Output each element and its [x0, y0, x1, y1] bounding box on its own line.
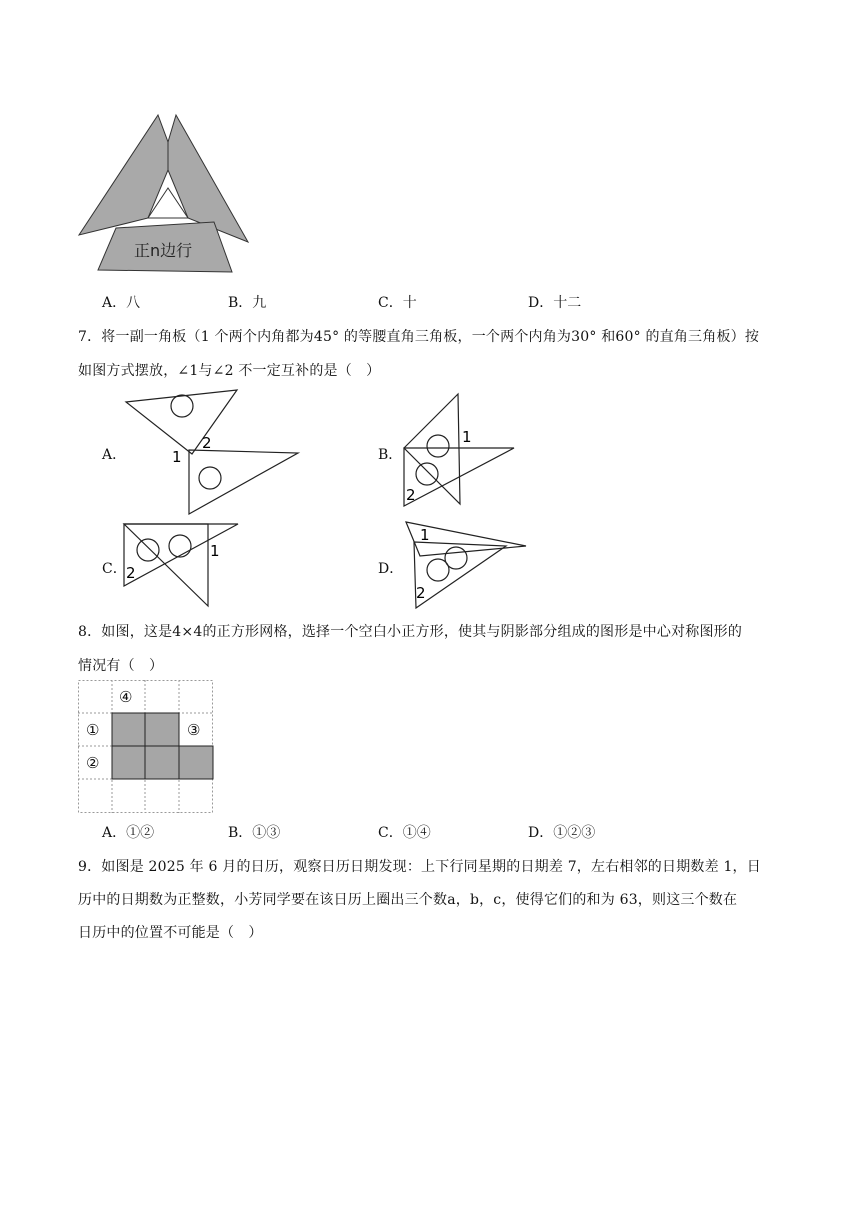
q8-option-d — [528, 822, 595, 842]
q6-option-c — [378, 292, 417, 312]
q8-option-a — [102, 822, 154, 842]
shaded-cell — [179, 746, 213, 779]
q9-stem-line1: 9．如图是 2025 年 6 月的日历，观察日历日期发现：上下行同星期的日期差 7，左右相邻的日期数差 1，日 — [78, 859, 761, 875]
q6-figure — [76, 110, 256, 276]
option-text: 十 — [402, 295, 417, 311]
angle-label-1: 1 — [462, 428, 472, 446]
q7-option-b-letter: B． — [378, 447, 403, 463]
q8-stem-line1: 8．如图，这是4×4的正方形网格，选择一个空白小正方形，使其与阴影部分组成的图形是中心对称图形的 — [78, 624, 743, 640]
q8-option-c — [378, 822, 431, 842]
q7-figure-a — [120, 386, 305, 518]
q7-option-a-letter: A． — [102, 447, 127, 463]
angle-label-2: 2 — [202, 434, 212, 452]
option-text: ①② — [126, 825, 155, 841]
q6-figure-label: 正n边行 — [134, 241, 193, 260]
option-letter: D． — [528, 825, 554, 841]
q7-option-d-letter: D． — [378, 561, 404, 577]
q8-stem-line2: 情况有（ ） — [78, 658, 164, 674]
option-text: 八 — [126, 295, 141, 311]
cell-label-1: ① — [86, 721, 100, 739]
q7-figure-d — [398, 518, 532, 612]
angle-label-1: 1 — [420, 526, 430, 544]
option-letter: D． — [528, 295, 554, 311]
cell-label-2: ② — [86, 754, 100, 772]
q6-option-d — [528, 292, 581, 312]
shaded-cell — [145, 713, 179, 746]
cell-label-3: ③ — [187, 721, 201, 739]
q7-option-c-letter: C． — [102, 561, 127, 577]
option-letter: C． — [378, 825, 403, 841]
option-text: ①②③ — [553, 825, 596, 841]
angle-label-2: 2 — [126, 564, 136, 582]
q8-grid-figure — [78, 680, 214, 814]
angle-label-2: 2 — [416, 584, 426, 602]
cell-label-4: ④ — [119, 688, 133, 706]
q9-stem-line3: 日历中的位置不可能是（ ） — [78, 925, 263, 941]
angle-label-2: 2 — [406, 486, 416, 504]
option-text: 十二 — [553, 295, 582, 311]
option-letter: C． — [378, 295, 403, 311]
shaded-cell — [112, 713, 145, 746]
option-text: ①④ — [402, 825, 431, 841]
q6-option-b — [228, 292, 266, 312]
q9-stem-line2: 历中的日期数为正整数，小芳同学要在该日历上圈出三个数a，b，c，使得它们的和为 63，则这三个数在 — [78, 892, 738, 908]
q7-stem-line1: 7．将一副一角板（1 个两个内角都为45° 的等腰直角三角板，一个两个内角为30° 和60° 的直角三角板）按 — [78, 329, 760, 345]
q7-figure-b — [398, 390, 518, 512]
angle-label-1: 1 — [210, 542, 220, 560]
q7-figure-c — [120, 518, 245, 610]
q7-stem-line2: 如图方式摆放，∠1与∠2 不一定互补的是（ ） — [78, 363, 381, 379]
shaded-cell — [112, 746, 145, 779]
option-text: ①③ — [252, 825, 281, 841]
angle-label-1: 1 — [172, 448, 182, 466]
q8-option-b — [228, 822, 280, 842]
option-letter: A． — [102, 825, 127, 841]
option-letter: B． — [228, 825, 253, 841]
option-letter: A． — [102, 295, 127, 311]
option-text: 九 — [252, 295, 267, 311]
option-letter: B． — [228, 295, 253, 311]
q6-option-a — [102, 292, 140, 312]
shaded-cell — [145, 746, 179, 779]
